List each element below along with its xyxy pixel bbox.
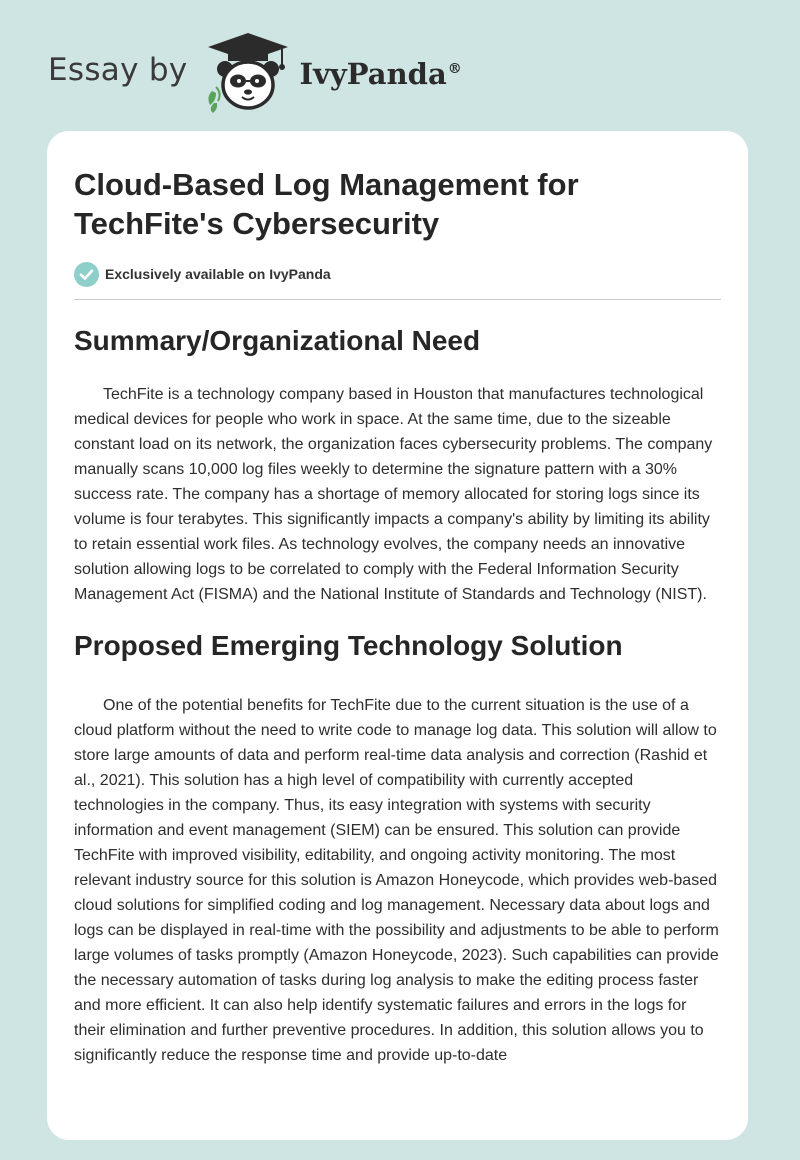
brand-prefix: Essay by [48, 52, 188, 88]
exclusive-badge [74, 261, 721, 287]
exclusive-label: Exclusively available on IvyPanda [105, 266, 331, 282]
panda-logo-icon[interactable] [202, 31, 294, 113]
brand-header [48, 32, 462, 112]
brand-name[interactable]: IvyPanda® [299, 57, 462, 91]
essay-card [47, 131, 748, 1140]
section-body-summary: TechFite is a technology company based in Houston that manufactures technological medical devices for people who work in space. At the same time, due to the sizeable constant load on its network, the organization faces cybersecurity problems. The company manually scans 10,000 log files weekly to determine the signature pattern with a 30% success rate. The company has a shortage of memory allocated for storing logs since its volume is four terabytes. This significantly impacts a company's ability by limiting its ability to retain essential work files. As technology evolves, the company needs an innovative solution allowing logs to be correlated to comply with the Federal Information Security Management Act (FISMA) and the National Institute of Standards and Technology (NIST). [74, 386, 713, 603]
divider [74, 299, 721, 300]
check-circle-icon [74, 262, 99, 287]
document-title: Cloud-Based Log Management for TechFite's Cybersecurity [74, 167, 579, 241]
section-heading-solution: Proposed Emerging Technology Solution [74, 630, 623, 661]
section-body-solution: One of the potential benefits for TechFite due to the current situation is the use of a cloud platform without the need to write code to manage log data. This solution will allow to store large amounts of data and perform real-time data analysis and correction (Rashid et al., 2021). This solution has a high level of compatibility with currently accepted technologies in the company. Thus, its easy integration with systems with security information and event management (SIEM) can be ensured. This solution can provide TechFite with improved visibility, editability, and ongoing activity monitoring. The most relevant industry source for this solution is Amazon Honeycode, which provides web-based cloud solutions for simplified coding and log management. Necessary data about logs and logs can be displayed in real-time with the possibility and adjustments to be able to perform large volumes of tasks promptly (Amazon Honeycode, 2023). Such capabilities can provide the necessary automation of tasks during log analysis to make the editing process faster and more efficient. It can also help identify systematic failures and errors in the logs for their elimination and further preventive procedures. In addition, this solution allows you to significantly reduce the response time and provide up-to-date [74, 697, 719, 1064]
section-heading-summary: Summary/Organizational Need [74, 325, 481, 356]
